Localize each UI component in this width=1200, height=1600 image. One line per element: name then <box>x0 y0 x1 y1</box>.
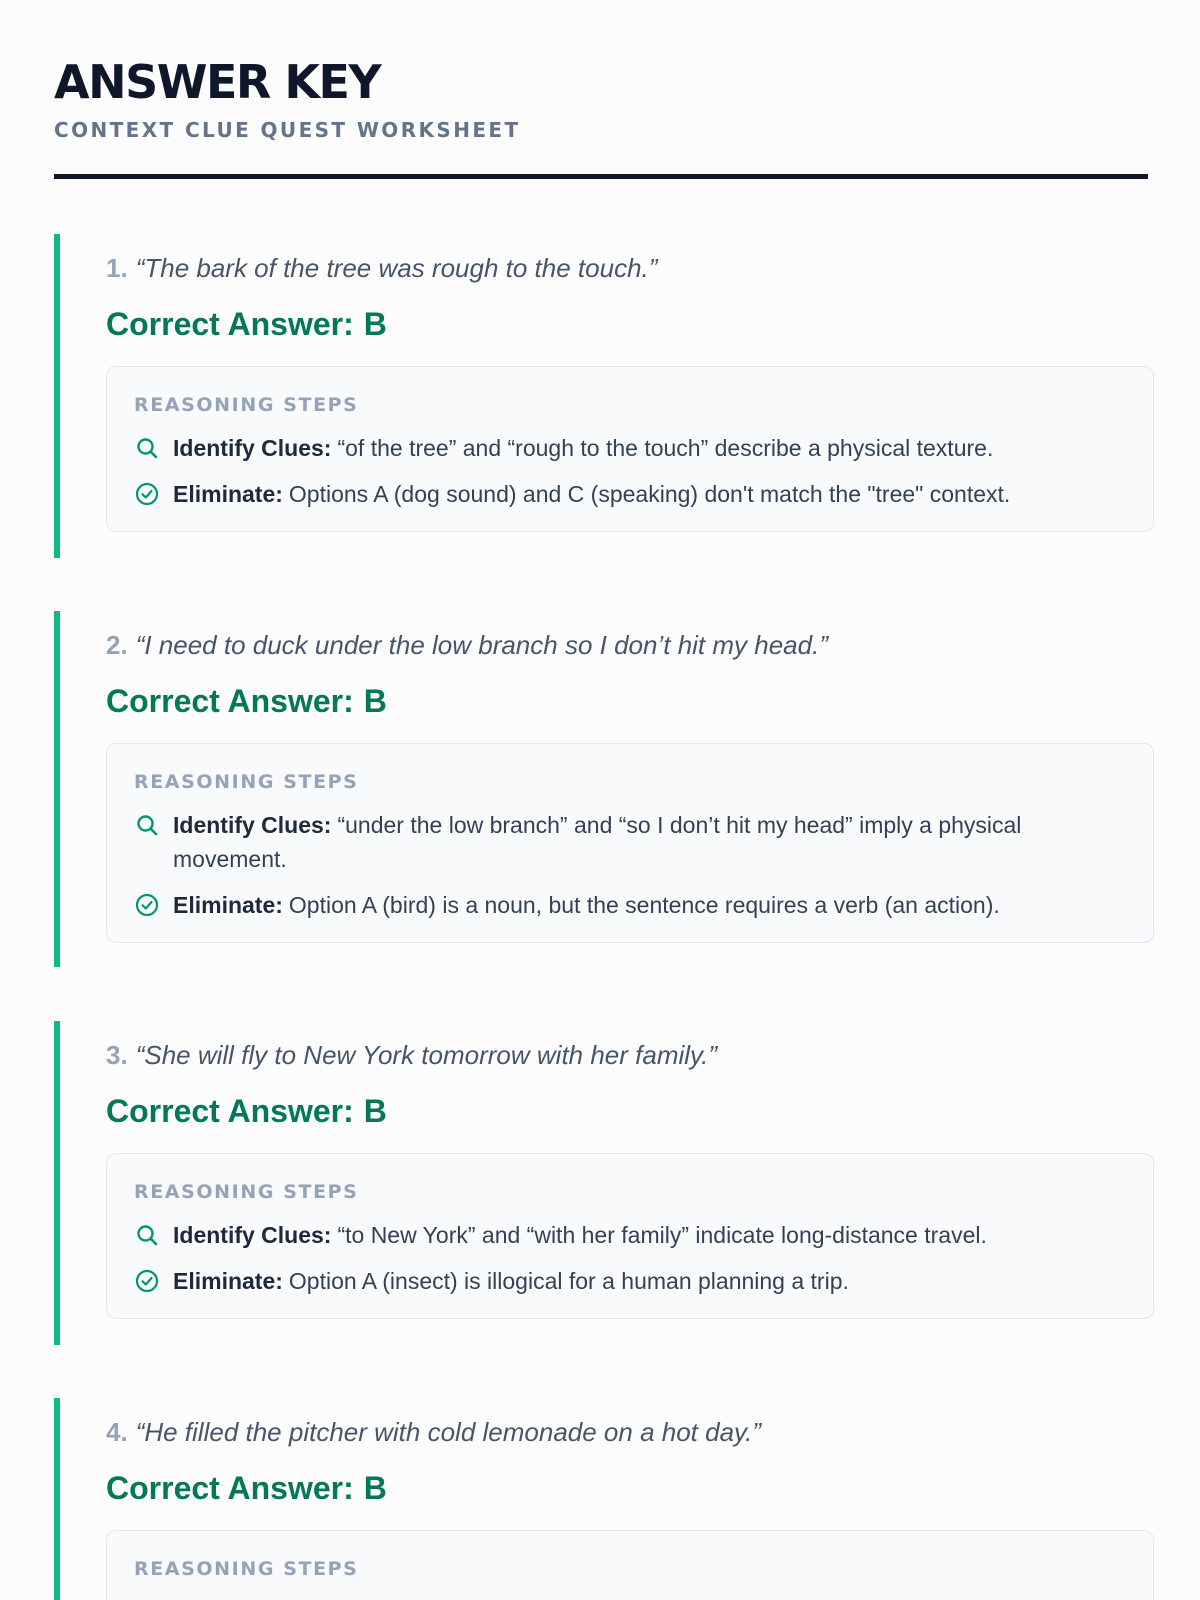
step-label: Identify Clues: <box>173 1222 332 1248</box>
step-label: Eliminate: <box>173 892 283 918</box>
correct-answer-value: B <box>363 1093 387 1129</box>
reasoning-box <box>106 1153 1154 1319</box>
check-circle-icon <box>134 1264 160 1298</box>
question-sentence: “She will fly to New York tomorrow with her family.” <box>135 1040 717 1070</box>
question-number: 3. <box>106 1040 128 1070</box>
question-number: 2. <box>106 630 128 660</box>
reasoning-step <box>134 888 1127 922</box>
question-line <box>106 1414 761 1450</box>
step-text: “to New York” and “with her family” indicate long-distance travel. <box>337 1222 987 1248</box>
check-circle-icon <box>134 888 160 922</box>
reasoning-box <box>106 366 1154 532</box>
correct-answer-value: B <box>363 306 387 342</box>
reasoning-step <box>134 477 1127 511</box>
check-circle-icon <box>134 477 160 511</box>
step-text: Options A (dog sound) and C (speaking) don't match the "tree" context. <box>288 481 1011 507</box>
step-content <box>173 1264 849 1298</box>
step-label: Eliminate: <box>173 1268 283 1294</box>
correct-answer <box>106 1468 387 1508</box>
correct-answer-value: B <box>363 1470 387 1506</box>
step-content <box>173 477 1010 511</box>
reasoning-heading: REASONING STEPS <box>134 394 359 416</box>
reasoning-step <box>134 1218 1127 1252</box>
reasoning-heading: REASONING STEPS <box>134 771 359 793</box>
page-title: ANSWER KEY <box>54 55 381 109</box>
reasoning-step <box>134 808 1127 876</box>
reasoning-heading: REASONING STEPS <box>134 1558 359 1580</box>
question-number: 1. <box>106 253 128 283</box>
question-sentence: “I need to duck under the low branch so I don’t hit my head.” <box>135 630 828 660</box>
question-number: 4. <box>106 1417 128 1447</box>
search-icon <box>134 431 160 465</box>
question-line <box>106 1037 717 1073</box>
question-line <box>106 627 828 663</box>
step-label: Eliminate: <box>173 481 283 507</box>
step-content <box>173 431 993 465</box>
step-label: Identify Clues: <box>173 812 332 838</box>
reasoning-box <box>106 1530 1154 1600</box>
correct-answer-label: Correct Answer: <box>106 683 354 719</box>
step-text: “under the low branch” and “so I don’t hit my head” imply a physical movement. <box>173 812 1022 872</box>
correct-answer-label: Correct Answer: <box>106 306 354 342</box>
correct-answer-label: Correct Answer: <box>106 1093 354 1129</box>
page-subtitle: CONTEXT CLUE QUEST WORKSHEET <box>54 118 521 142</box>
question-sentence: “He filled the pitcher with cold lemonade on a hot day.” <box>135 1417 761 1447</box>
question-item <box>54 234 1148 558</box>
step-text: “of the tree” and “rough to the touch” describe a physical texture. <box>337 435 994 461</box>
step-content <box>173 1218 987 1252</box>
reasoning-step <box>134 431 1127 465</box>
correct-answer <box>106 681 387 721</box>
correct-answer <box>106 304 387 344</box>
search-icon <box>134 1218 160 1252</box>
search-icon <box>134 808 160 842</box>
question-sentence: “The bark of the tree was rough to the touch.” <box>135 253 658 283</box>
question-item <box>54 1021 1148 1345</box>
question-item <box>54 611 1148 967</box>
correct-answer <box>106 1091 387 1131</box>
correct-answer-value: B <box>363 683 387 719</box>
step-text: Option A (bird) is a noun, but the sentence requires a verb (an action). <box>288 892 1000 918</box>
correct-answer-label: Correct Answer: <box>106 1470 354 1506</box>
step-label: Identify Clues: <box>173 435 332 461</box>
reasoning-step <box>134 1264 1127 1298</box>
step-text: Option A (insect) is illogical for a human planning a trip. <box>288 1268 849 1294</box>
reasoning-box <box>106 743 1154 943</box>
reasoning-heading: REASONING STEPS <box>134 1181 359 1203</box>
step-content <box>173 888 1000 922</box>
header-divider <box>54 174 1148 179</box>
question-line <box>106 250 657 286</box>
step-content <box>173 808 1127 876</box>
question-item <box>54 1398 1148 1600</box>
